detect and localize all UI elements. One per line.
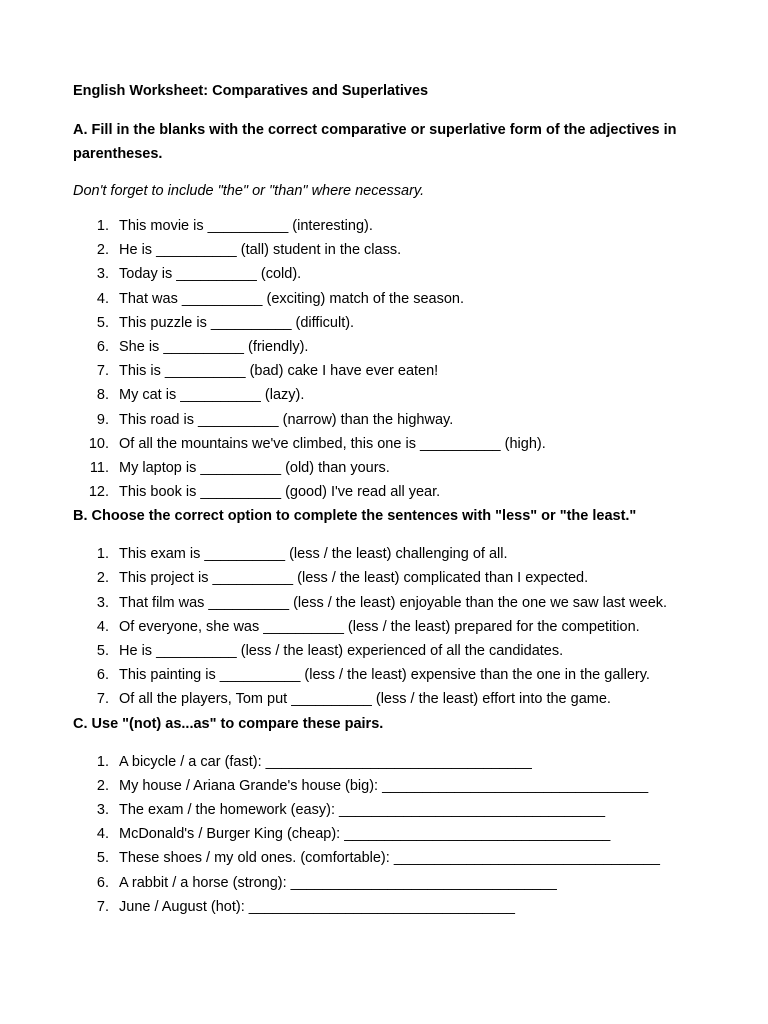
list-item bbox=[73, 262, 713, 286]
item-text: That was __________ (exciting) match of the season. bbox=[119, 290, 464, 307]
worksheet-title: English Worksheet: Comparatives and Superlatives bbox=[73, 83, 429, 99]
list-item bbox=[73, 383, 713, 407]
item-number: 5. bbox=[96, 850, 109, 867]
item-number: 2. bbox=[96, 242, 109, 259]
item-number: 5. bbox=[96, 314, 109, 331]
item-text: She is __________ (friendly). bbox=[119, 338, 309, 355]
item-text: He is __________ (tall) student in the class. bbox=[119, 242, 402, 259]
list-item bbox=[73, 639, 713, 663]
item-text: This is __________ (bad) cake I have ever eaten! bbox=[119, 363, 439, 380]
list-item bbox=[73, 871, 713, 895]
item-text: A rabbit / a horse (strong): _________________________________ bbox=[119, 874, 557, 891]
item-text: My cat is __________ (lazy). bbox=[119, 387, 305, 404]
list-item bbox=[73, 798, 713, 822]
list-item bbox=[73, 480, 713, 504]
list-item bbox=[73, 687, 713, 711]
list-item bbox=[73, 895, 713, 919]
list-item bbox=[73, 566, 713, 590]
item-text: Of all the mountains we've climbed, this one is __________ (high). bbox=[119, 435, 546, 452]
list-item bbox=[73, 542, 713, 566]
list-item bbox=[73, 408, 713, 432]
section-c-list bbox=[73, 750, 713, 919]
item-number: 3. bbox=[96, 266, 109, 283]
item-number: 7. bbox=[96, 691, 109, 708]
item-text: He is __________ (less / the least) experienced of all the candidates. bbox=[119, 643, 564, 659]
list-item bbox=[73, 214, 713, 238]
worksheet-page bbox=[73, 80, 713, 919]
section-a-heading: A. Fill in the blanks with the correct comparative or superlative form of the adjectives in parentheses. bbox=[73, 122, 677, 162]
section-b-list bbox=[73, 542, 713, 711]
item-text: Today is __________ (cold). bbox=[119, 266, 302, 283]
item-number: 3. bbox=[96, 801, 109, 818]
item-text: My laptop is __________ (old) than yours. bbox=[119, 459, 390, 476]
item-number: 6. bbox=[96, 667, 109, 684]
list-item bbox=[73, 774, 713, 798]
list-item bbox=[73, 311, 713, 335]
list-item bbox=[73, 822, 713, 846]
item-text: This book is __________ (good) I've read all year. bbox=[119, 484, 441, 501]
section-b-heading: B. Choose the correct option to complete the sentences with "less" or "the least." bbox=[73, 508, 637, 525]
item-text: June / August (hot): _________________________________ bbox=[119, 898, 515, 915]
item-number: 8. bbox=[96, 387, 109, 404]
item-text: This movie is __________ (interesting). bbox=[119, 218, 373, 234]
item-number: 3. bbox=[96, 594, 109, 611]
list-item bbox=[73, 591, 713, 615]
list-item bbox=[73, 287, 713, 311]
item-text: A bicycle / a car (fast): _________________________________ bbox=[119, 753, 532, 770]
item-number: 11. bbox=[89, 459, 109, 476]
item-text: This road is __________ (narrow) than the highway. bbox=[119, 411, 454, 428]
item-text: That film was __________ (less / the least) enjoyable than the one we saw last week. bbox=[119, 594, 668, 611]
item-number: 1. bbox=[96, 753, 109, 770]
item-number: 6. bbox=[96, 338, 109, 355]
item-number: 1. bbox=[96, 218, 109, 234]
item-text: Of everyone, she was __________ (less / the least) prepared for the competition. bbox=[119, 618, 640, 635]
item-text: McDonald's / Burger King (cheap): _________________________________ bbox=[119, 826, 611, 843]
item-text: This exam is __________ (less / the least) challenging of all. bbox=[119, 546, 508, 563]
item-number: 4. bbox=[96, 826, 109, 843]
list-item bbox=[73, 846, 713, 870]
item-number: 5. bbox=[96, 643, 109, 659]
item-number: 1. bbox=[96, 546, 109, 563]
list-item bbox=[73, 359, 713, 383]
list-item bbox=[73, 335, 713, 359]
item-text: Of all the players, Tom put __________ (less / the least) effort into the game. bbox=[119, 691, 611, 708]
list-item bbox=[73, 432, 713, 456]
item-number: 10. bbox=[88, 435, 109, 452]
item-number: 2. bbox=[96, 777, 109, 794]
item-number: 12. bbox=[88, 484, 109, 501]
item-number: 7. bbox=[96, 898, 109, 915]
item-number: 4. bbox=[96, 618, 109, 635]
list-item bbox=[73, 750, 713, 774]
item-text: My house / Ariana Grande's house (big): _________________________________ bbox=[119, 777, 649, 794]
item-text: This project is __________ (less / the least) complicated than I expected. bbox=[119, 570, 589, 587]
list-item bbox=[73, 615, 713, 639]
item-number: 4. bbox=[96, 290, 109, 307]
item-number: 9. bbox=[96, 411, 109, 428]
item-text: These shoes / my old ones. (comfortable): _________________________________ bbox=[119, 850, 660, 867]
item-text: This puzzle is __________ (difficult). bbox=[119, 314, 355, 331]
item-text: The exam / the homework (easy): _________________________________ bbox=[119, 801, 606, 818]
list-item bbox=[73, 238, 713, 262]
item-text: This painting is __________ (less / the least) expensive than the one in the gallery. bbox=[119, 667, 650, 684]
item-number: 6. bbox=[96, 874, 109, 891]
section-c-heading: C. Use "(not) as...as" to compare these pairs. bbox=[73, 715, 384, 732]
item-number: 2. bbox=[96, 570, 109, 587]
item-number: 7. bbox=[96, 363, 109, 380]
section-a-list bbox=[73, 214, 713, 504]
list-item bbox=[73, 456, 713, 480]
list-item bbox=[73, 663, 713, 687]
section-a-note: Don't forget to include "the" or "than" where necessary. bbox=[73, 183, 425, 199]
